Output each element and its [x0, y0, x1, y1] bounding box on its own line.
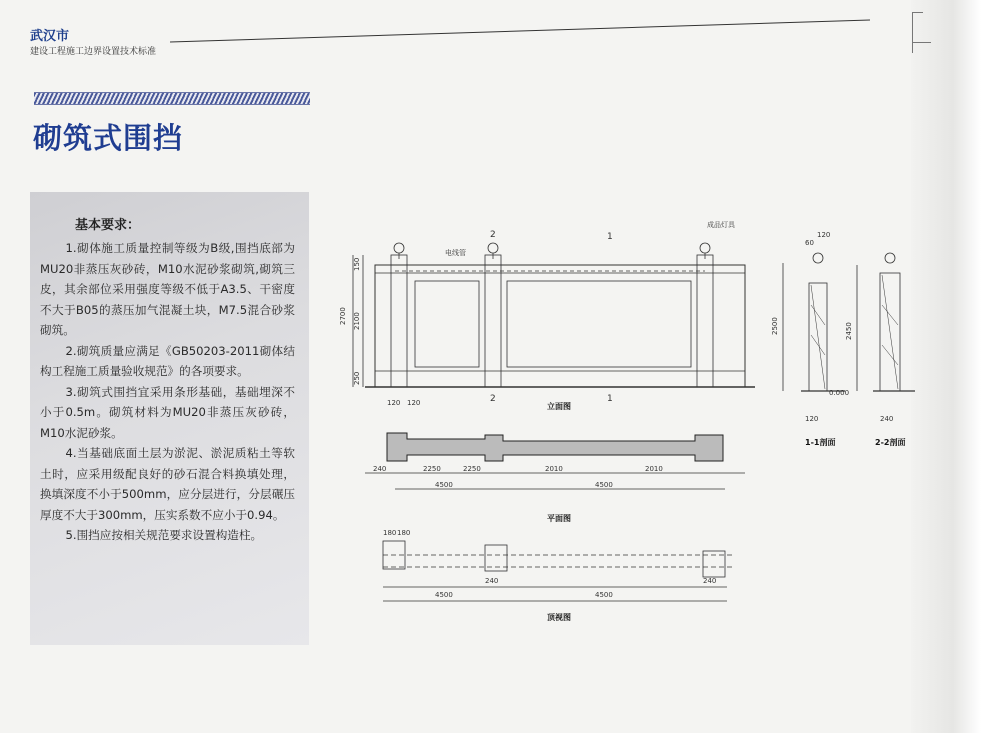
dim-label: 250: [353, 371, 361, 385]
header-city: 武汉市: [30, 29, 70, 44]
section-1-view: [771, 231, 849, 447]
elevation-view: [339, 220, 755, 411]
dim-label: 240: [485, 577, 499, 585]
requirement-item: 1.砌体施工质量控制等级为B级,围挡底部为MU20非蒸压灰砂砖，M10水泥砂浆砌筑,砌筑三皮，其余部位采用强度等级不低于A3.5、干密度不大于B05的蒸压加气混凝土块，M7.5混合砂浆砌筑。: [40, 241, 295, 337]
dim-label: 240: [373, 465, 387, 473]
dim-label: 0.000: [829, 389, 850, 397]
requirements-heading: 基本要求：: [75, 218, 141, 233]
section-marker: 2: [490, 230, 496, 240]
dim-label: 2010: [545, 465, 563, 473]
section-marker: 1: [607, 394, 613, 404]
dim-label: 120: [387, 399, 401, 407]
section-marker: 2: [490, 394, 496, 404]
view-title: 1-1剖面: [805, 438, 836, 447]
requirement-item: 3.砌筑式围挡宜采用条形基础，基础埋深不小于0.5m。砌筑材料为MU20非蒸压灰砂砖，M10水泥砂浆。: [40, 384, 295, 440]
dim-label: 4500: [435, 481, 453, 489]
technical-drawing: [335, 215, 921, 635]
dim-label: 4500: [595, 481, 613, 489]
requirement-item: 2.砌筑质量应满足《GB50203-2011砌体结构工程施工质量验收规范》的各项要求。: [40, 343, 295, 378]
dim-label: 4500: [595, 591, 613, 599]
view-title: 顶视图: [547, 613, 571, 622]
title-decor-stripe: [34, 92, 310, 105]
dim-label: 180: [383, 529, 397, 537]
view-title: 平面图: [547, 514, 571, 523]
dim-label: 2700: [339, 307, 347, 325]
dim-label: 2250: [463, 465, 481, 473]
dim-label: 60: [805, 239, 814, 247]
requirement-item: 4.当基础底面土层为淤泥、淤泥质粘土等软土时，应采用级配良好的砂石混合料换填处理，换填深度不小于500mm，应分层进行，分层碾压厚度不大于300mm，压实系数不应小于0.94。: [40, 446, 295, 522]
dim-label: 120: [817, 231, 831, 239]
header-subtitle: 建设工程施工边界设置技术标准: [30, 47, 157, 57]
page-edge-shade: [911, 0, 981, 733]
dim-label: 2250: [423, 465, 441, 473]
requirement-item: 5.围挡应按相关规范要求设置构造柱。: [65, 528, 263, 542]
note-label: 成品灯具: [707, 221, 735, 229]
dim-label: 150: [353, 257, 361, 271]
dim-label: 120: [407, 399, 421, 407]
crop-mark: [913, 42, 931, 53]
note-label: 电线管: [445, 249, 466, 257]
dim-label: 180: [397, 529, 411, 537]
dim-label: 4500: [435, 591, 453, 599]
top-view: [383, 529, 735, 622]
dim-label: 2500: [771, 317, 779, 335]
dim-label: 240: [703, 577, 717, 585]
header-rule: [170, 10, 900, 50]
section-marker: 1: [607, 232, 613, 242]
dim-label: 2010: [645, 465, 663, 473]
requirements-panel: [30, 192, 309, 645]
page-title: 砌筑式围挡: [33, 121, 184, 155]
dim-label: 2100: [353, 312, 361, 330]
plan-view: [365, 399, 745, 523]
view-title: 2-2剖面: [875, 438, 906, 447]
dim-label: 2450: [845, 322, 853, 340]
dim-label: 240: [880, 415, 894, 423]
section-2-view: [845, 253, 915, 447]
view-title: 立面图: [547, 402, 571, 411]
dim-label: 120: [805, 415, 819, 423]
